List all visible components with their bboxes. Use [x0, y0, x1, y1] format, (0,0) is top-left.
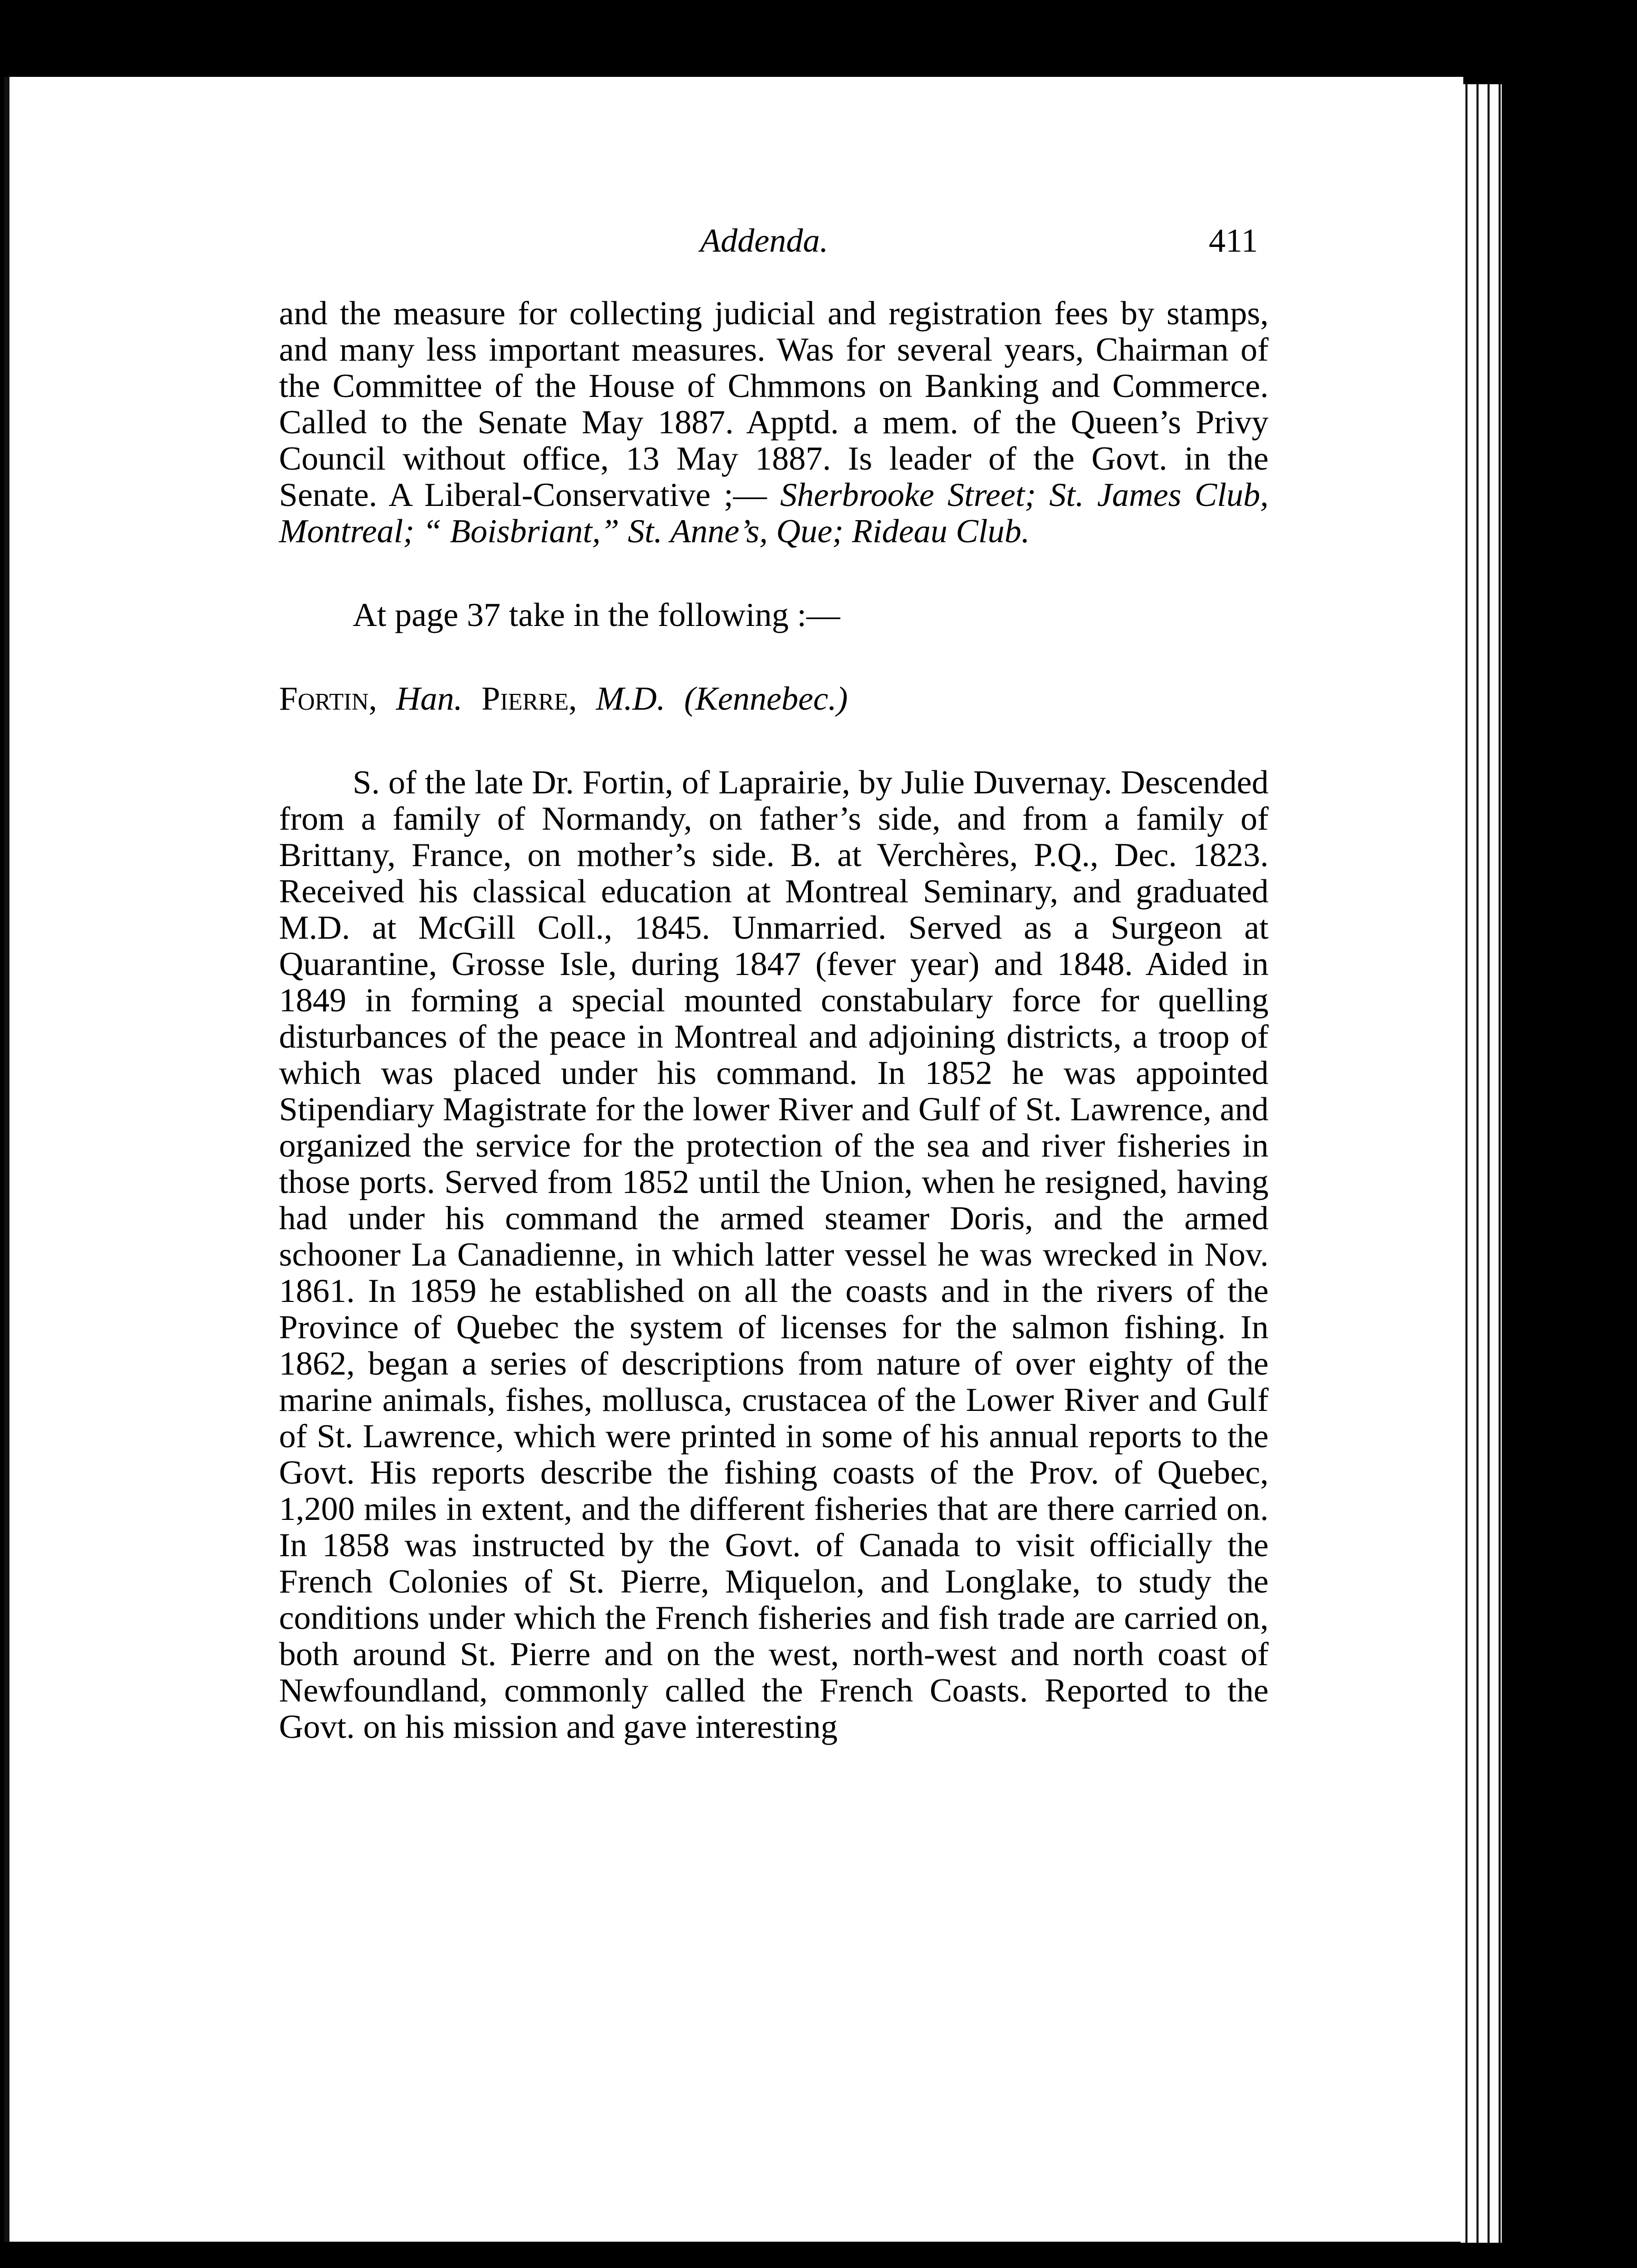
page-text [279, 295, 1269, 1745]
instruction-line: At page 37 take in the following :— [353, 596, 841, 633]
continuation-paragraph [279, 295, 1269, 549]
entry-title: Han. [396, 680, 463, 717]
page-header [279, 221, 1258, 268]
entry-body: S. of the late Dr. Fortin, of Laprairie, by Julie Duvernay. Descended from a family of Normandy, on father’s side, and from a family of Brittany, France, on mother’s side. B. at Verchères, P.Q., Dec. 1823. Received his classical education at Montreal Seminary, and graduated M.D. at McGill Coll., 1845. Unmarried. Served as a Surgeon at Quarantine, Grosse Isle, during 1847 (fever year) and 1848. Aided in 1849 in forming a special mounted constabulary force for quelling disturbances of the peace in Montreal and adjoining districts, a troop of which was placed under his command. In 1852 he was appointed Stipendiary Magistrate for the lower River and Gulf of St. Lawrence, and organized the service for the protection of the sea and river fisheries in those ports. Served from 1852 until the Union, when he resigned, having had under his command the armed steamer Doris, and the armed schooner La Canadienne, in which latter vessel he was wrecked in Nov. 1861. In 1859 he established on all the coasts and in the rivers of the Province of Quebec the system of licenses for the salmon fishing. In 1862, began a series of descriptions from nature of over eighty of the marine animals, fishes, mollusca, crustacea of the Lower River and Gulf of St. Lawrence, which were printed in some of his annual reports to the Govt. His reports describe the fishing coasts of the Prov. of Quebec, 1,200 miles in extent, and the different fisheries that are there carried on. In 1858 was instructed by the Govt. of Canada to visit officially the French Colonies of St. Pierre, Miquelon, and Longlake, to study the conditions under which the French fisheries and fish trade are carried on, both around St. Pierre and on the west, north-west and north coast of Newfoundland, commonly called the French Coasts. Reported to the Govt. on his mission and gave interesting [279, 763, 1269, 1745]
entry-riding: (Kennebec.) [684, 680, 848, 717]
running-head: Addenda. [700, 222, 829, 259]
entry-surname: Fortin, [279, 680, 377, 717]
page-number: 411 [1209, 222, 1258, 259]
entry-given-name: Pierre, [481, 680, 577, 717]
continuation-text: and the measure for collecting judicial and registration fees by stamps, and many less important measures. Was for several years, Chairman of the Committee of the House of Chmmons on Banking and Commerce. Called to the Senate May 1887. Apptd. a mem. of the Queen’s Privy Council without office, 13 May 1887. Is leader of the Govt. in the Senate. A Liberal-Conservative ;— [279, 294, 1269, 513]
addresses-text: Sherbrooke Street; St. James Club, Montreal; “ Boisbriant,” St. Anne’s, Que; Rideau Club. [279, 476, 1269, 550]
entry-heading [279, 680, 1269, 717]
entry-degree: M.D. [596, 680, 665, 717]
page-edge-binding [1461, 84, 1502, 2243]
